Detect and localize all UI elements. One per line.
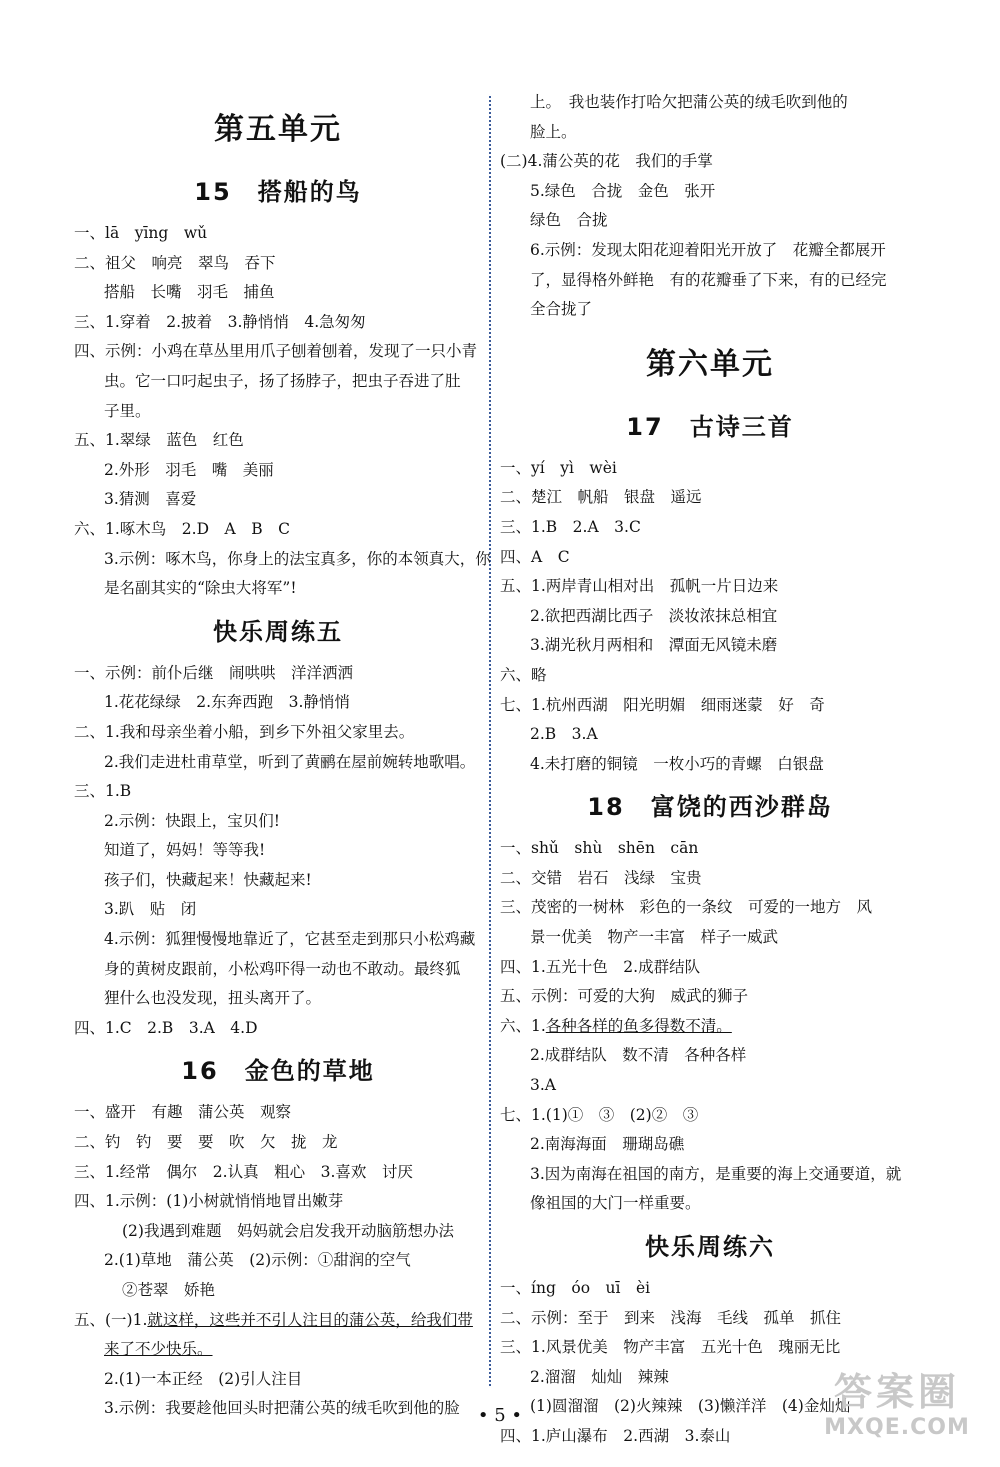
answer-line: 2.溜溜 灿灿 辣辣 — [530, 1367, 669, 1386]
answer-line: 孩子们，快藏起来！快藏起来! — [104, 870, 312, 889]
answer-line: 一、íng óo uī èi — [500, 1279, 651, 1297]
answer-line: 2.(1)草地 蒲公英 (2)示例：①甜润的空气 — [104, 1251, 411, 1270]
answer-block — [74, 219, 491, 604]
answer-line: 3.因为南海在祖国的南方，是重要的海上交通要道，就 — [530, 1164, 902, 1183]
answer-line: 二、祖父 响亮 翠鸟 吞下 — [74, 253, 276, 272]
answer-line: 2.成群结队 数不清 各种各样 — [530, 1046, 747, 1065]
answer-line: 脸上。 — [530, 122, 577, 141]
answer-line: 3.示例：我要趁他回头时把蒲公英的绒毛吹到他的脸 — [104, 1399, 460, 1418]
answer-line: 七、1.(1)① ③ (2)② ③ — [500, 1105, 699, 1124]
answer-line: 四、1.C 2.B 3.A 4.D — [74, 1018, 258, 1037]
answer-prefix: 六、1. — [500, 1016, 546, 1035]
answer-line: 3.猜测 喜爱 — [104, 490, 197, 509]
underlined-answer: 各种各样的鱼多得数不清。 — [545, 1016, 732, 1035]
answer-line: 四、1.五光十色 2.成群结队 — [500, 957, 701, 976]
answer-line: (1)圆溜溜 (2)火辣辣 (3)懒洋洋 (4)金灿灿 — [530, 1397, 851, 1416]
watermark-text: 答案圈 — [833, 1370, 960, 1414]
unit-title: 第六单元 — [646, 346, 774, 382]
answer-line — [74, 1335, 482, 1365]
answer-line: 三、1.穿着 2.披着 3.静悄悄 4.急匆匆 — [74, 312, 366, 331]
left-column — [74, 90, 491, 1424]
answer-line: 2.B 3.A — [530, 725, 598, 744]
lesson-title: 16 金色的草地 — [181, 1057, 375, 1086]
answer-line: 四、A C — [500, 547, 570, 566]
answer-line: 是名副其实的“除虫大将军”! — [104, 579, 297, 598]
answer-line: (二)4.蒲公英的花 我们的手掌 — [500, 152, 713, 171]
right-column — [500, 90, 920, 1452]
answer-line: 二、1.我和母亲坐着小船，到乡下外祖父家里去。 — [74, 722, 415, 741]
answer-line: 三、1.经常 偶尔 2.认真 粗心 3.喜欢 讨厌 — [74, 1162, 413, 1181]
answer-line: 四、1.示例：(1)小树就悄悄地冒出嫩芽 — [74, 1192, 344, 1211]
answer-line: ②苍翠 娇艳 — [122, 1281, 216, 1299]
answer-block — [74, 659, 482, 1044]
answer-block — [500, 454, 920, 780]
answer-line: 4.示例：狐狸慢慢地靠近了，它甚至走到那只小松鸡藏 — [104, 930, 476, 949]
lesson-title: 18 富饶的西沙群岛 — [587, 793, 833, 822]
lesson-title: 快乐周练六 — [645, 1233, 775, 1261]
answer-line: 3.A — [530, 1076, 556, 1095]
answer-line: 一、shǔ shù shēn cān — [500, 839, 699, 858]
answer-line: 知道了，妈妈！等等我! — [104, 841, 266, 860]
answer-line: 5.绿色 合拢 金色 张开 — [530, 181, 716, 200]
answer-line: 二、交错 岩石 浅绿 宝贵 — [500, 868, 702, 887]
answer-line: 六、略 — [500, 665, 547, 684]
answer-line: 子里。 — [104, 401, 151, 420]
answer-line: 一、yí yì wèi — [500, 458, 617, 477]
lesson-title: 17 古诗三首 — [626, 412, 794, 441]
answer-line: 2.(1)一本正经 (2)引人注目 — [104, 1369, 303, 1388]
column-divider — [489, 96, 491, 1386]
answer-block — [74, 1098, 482, 1424]
answer-line: 景一优美 物产一丰富 样子一威武 — [530, 928, 779, 947]
lesson-title: 15 搭船的鸟 — [194, 178, 362, 206]
underlined-answer: 就这样，这些并不引人注目的蒲公英，给我们带 — [147, 1310, 473, 1329]
answer-line: 五、1.翠绿 蓝色 红色 — [74, 431, 244, 450]
answer-line: 二、示例：至于 到来 浅海 毛线 孤单 抓住 — [500, 1308, 842, 1327]
answer-line: 像祖国的大门一样重要。 — [530, 1194, 701, 1213]
answer-line: 六、1.啄木鸟 2.D A B C — [74, 519, 290, 538]
answer-line: 了，显得格外鲜艳 有的花瓣垂了下来，有的已经完 — [530, 270, 887, 289]
page-number: • 5 • — [477, 1405, 523, 1426]
answer-line: 身的黄树皮跟前，小松鸡吓得一动也不敢动。最终狐 — [104, 959, 461, 978]
answer-line — [74, 1306, 482, 1336]
underlined-answer: 来了不少快乐。 — [104, 1340, 213, 1359]
answer-line: 三、1.B — [74, 782, 132, 801]
answer-line: 上。 我也装作打哈欠把蒲公英的绒毛吹到他的 — [530, 93, 848, 111]
answer-line: 二、钓 钓 要 要 吹 欠 拢 龙 — [74, 1133, 338, 1152]
answer-line: 2.我们走进杜甫草堂，听到了黄鹂在屋前婉转地歌唱。 — [104, 752, 476, 771]
answer-line: 3.示例：啄木鸟，你身上的法宝真多，你的本领真大，你 — [104, 549, 491, 568]
answer-line: 3.湖光秋月两相和 潭面无风镜未磨 — [530, 636, 778, 655]
answer-line: 2.示例：快跟上，宝贝们! — [104, 811, 281, 830]
answer-line: 一、示例：前仆后继 闹哄哄 洋洋洒洒 — [74, 663, 354, 682]
answer-line: 2.南海海面 珊瑚岛礁 — [530, 1135, 685, 1154]
answer-line: 四、示例：小鸡在草丛里用爪子刨着刨着，发现了一只小青 — [74, 342, 478, 361]
answer-line: 2.欲把西湖比西子 淡妆浓抹总相宜 — [530, 606, 778, 625]
watermark-url: MXQE.COM — [824, 1415, 970, 1440]
answer-line: 七、1.杭州西湖 阳光明媚 细雨迷蒙 好 奇 — [500, 695, 825, 714]
answer-line: 三、1.B 2.A 3.C — [500, 517, 641, 536]
answer-line: 虫。它一口叼起虫子，扬了扬脖子，把虫子吞进了肚 — [104, 371, 461, 390]
answer-line: 一、lā yīng wǔ — [74, 224, 208, 242]
answer-line: 三、茂密的一树林 彩色的一条纹 可爱的一地方 风 — [500, 898, 873, 917]
watermark-logo — [812, 1369, 982, 1459]
lesson-title: 快乐周练五 — [213, 617, 343, 646]
answer-line: 狸什么也没发现，扭头离开了。 — [104, 989, 322, 1008]
answer-line: 二、楚江 帆船 银盘 遥远 — [500, 488, 702, 507]
answer-line: 五、示例：可爱的大狗 威武的狮子 — [500, 987, 749, 1006]
answer-line: 一、盛开 有趣 蒲公英 观察 — [74, 1103, 292, 1122]
answer-prefix: 五、(一)1. — [74, 1310, 148, 1329]
answer-line: 绿色 合拢 — [530, 211, 608, 230]
answer-block — [500, 88, 920, 325]
answer-line: (2)我遇到难题 妈妈就会启发我开动脑筋想办法 — [122, 1221, 454, 1240]
answer-line: 三、1.风景优美 物产丰富 五光十色 瑰丽无比 — [500, 1338, 841, 1357]
answer-line: 6.示例：发现太阳花迎着阳光开放了 花瓣全都展开 — [530, 240, 886, 259]
answer-line: 全合拢了 — [530, 300, 593, 319]
answer-line: 四、1.庐山瀑布 2.西湖 3.泰山 — [500, 1426, 731, 1445]
answer-line: 搭船 长嘴 羽毛 捕鱼 — [104, 283, 275, 302]
answer-line: 五、1.两岸青山相对出 孤帆一片日边来 — [500, 577, 779, 596]
answer-block — [500, 834, 920, 1219]
answer-line: 4.未打磨的铜镜 一枚小巧的青螺 白银盘 — [530, 754, 824, 773]
answer-line: 2.外形 羽毛 嘴 美丽 — [104, 460, 274, 479]
unit-title: 第五单元 — [214, 112, 342, 147]
answer-line: 3.趴 贴 闭 — [104, 900, 197, 919]
answer-line — [500, 1012, 920, 1042]
answer-line: 1.花花绿绿 2.东奔西跑 3.静悄悄 — [104, 693, 350, 712]
